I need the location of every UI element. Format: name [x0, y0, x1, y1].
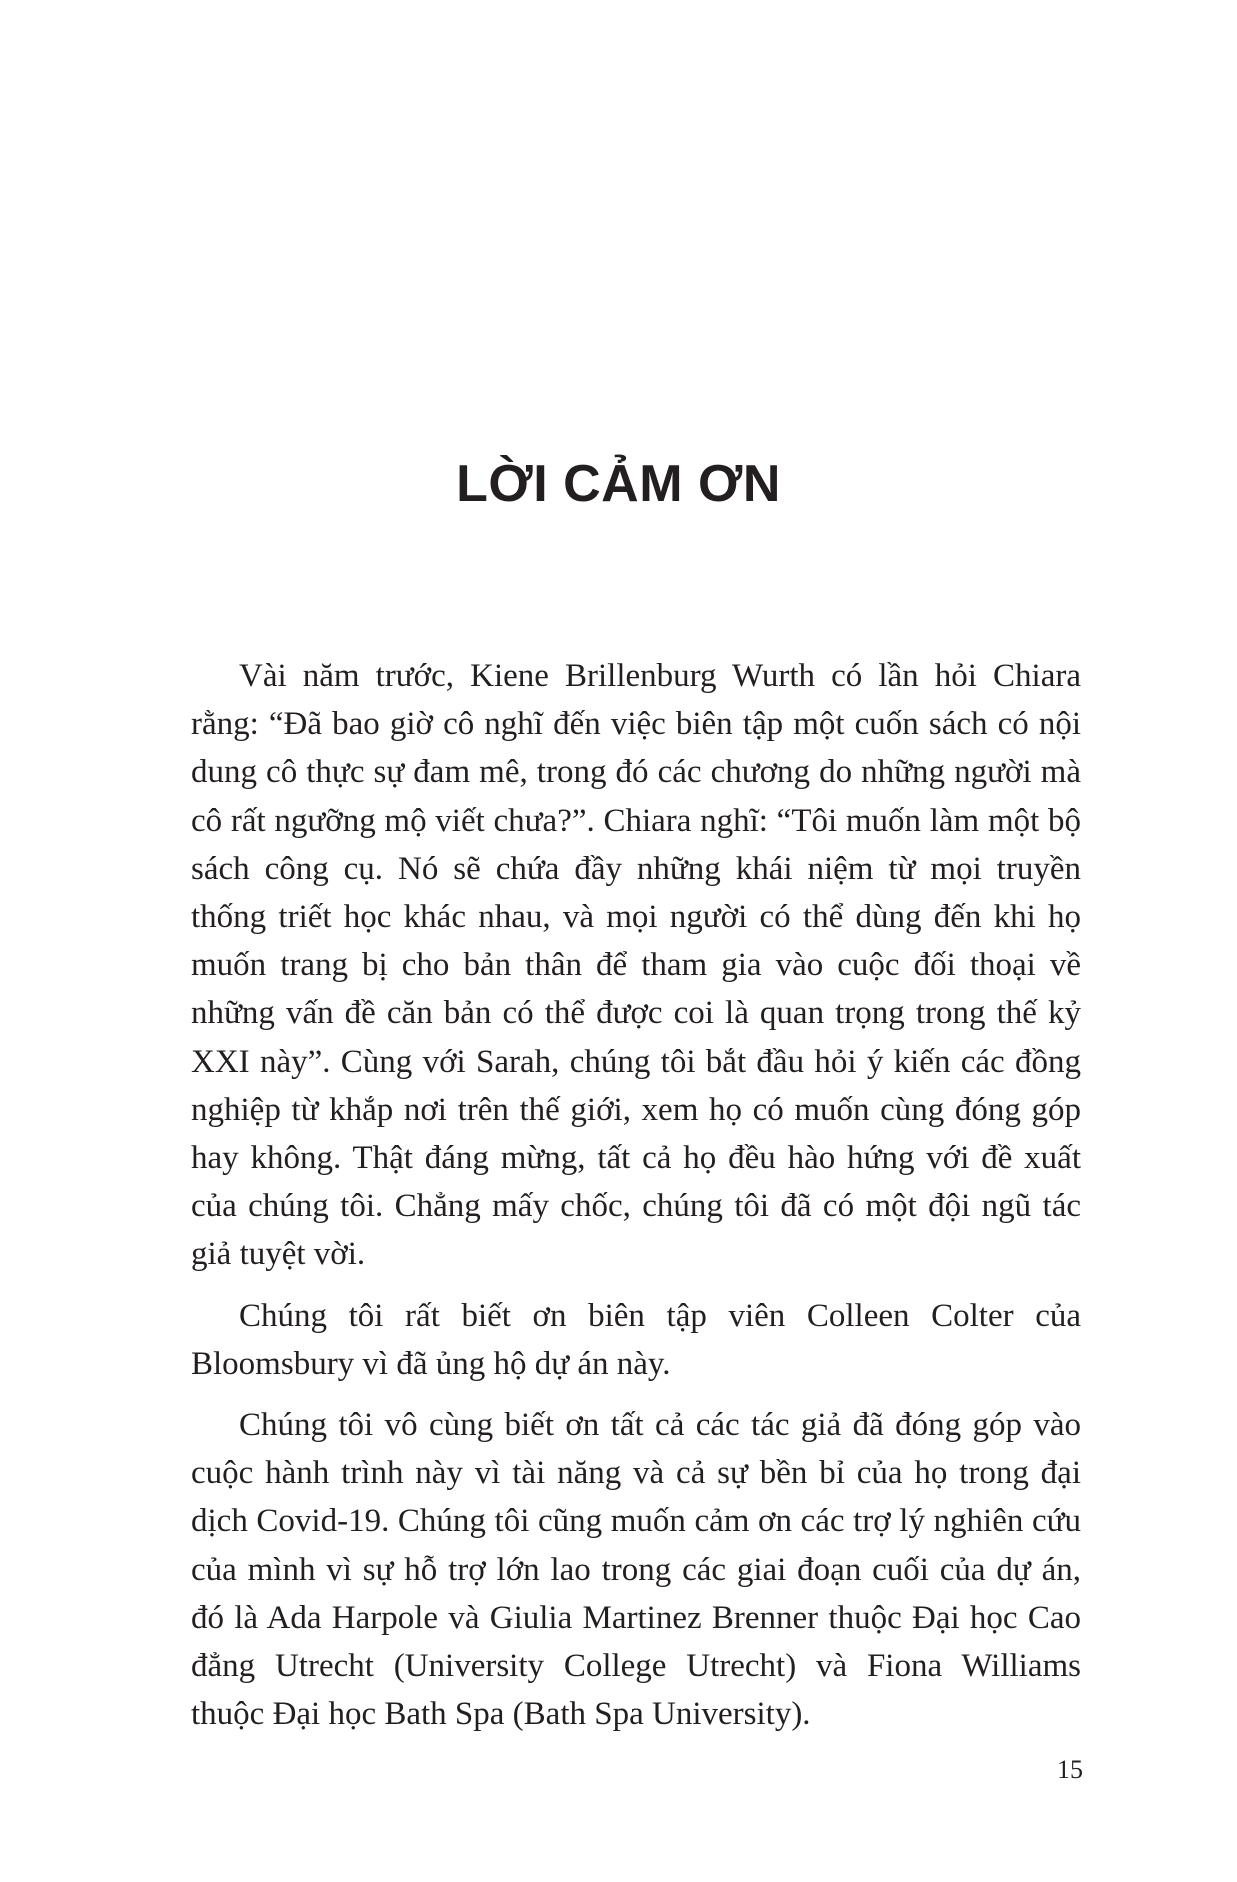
- paragraph-3: Chúng tôi vô cùng biết ơn tất cả các tác giả đã đóng góp vào cuộc hành trình này vì tài năng và cả sự bền bỉ của họ trong đại dịch Covid-19. Chúng tôi cũng muốn cảm ơn các trợ lý nghiên cứu của mình vì sự hỗ trợ lớn lao trong các giai đoạn cuối của dự án, đó là Ada Harpole và Giulia Martinez Brenner thuộc Đại học Cao đẳng Utrecht (University College Utrecht) và Fiona Williams thuộc Đại học Bath Spa (Bath Spa University).: [191, 1407, 1081, 1733]
- page-title: LỜI CẢM ƠN: [456, 455, 781, 513]
- page-number: 15: [1057, 1755, 1083, 1784]
- paragraph-1: Vài năm trước, Kiene Brillenburg Wurth có lần hỏi Chiara rằng: “Đã bao giờ cô nghĩ đến việc biên tập một cuốn sách có nội dung cô thực sự đam mê, trong đó các chương do những người mà cô rất ngưỡng mộ viết chưa?”. Chiara nghĩ: “Tôi muốn làm một bộ sách công cụ. Nó sẽ chứa đầy những khái niệm từ mọi truyền thống triết học khác nhau, và mọi người có thể dùng đến khi họ muốn trang bị cho bản thân để tham gia vào cuộc đối thoại về những vấn đề căn bản có thể được coi là quan trọng trong thế kỷ XXI này”. Cùng với Sarah, chúng tôi bắt đầu hỏi ý kiến các đồng nghiệp từ khắp nơi trên thế giới, xem họ có muốn cùng đóng góp hay không. Thật đáng mừng, tất cả họ đều hào hứng với đề xuất của chúng tôi. Chẳng mấy chốc, chúng tôi đã có một đội ngũ tác giả tuyệt vời.: [191, 658, 1081, 1273]
- body-text: [191, 652, 1081, 1751]
- paragraph-2: Chúng tôi rất biết ơn biên tập viên Colleen Colter của Bloomsbury vì đã ủng hộ dự án này.: [191, 1297, 1081, 1382]
